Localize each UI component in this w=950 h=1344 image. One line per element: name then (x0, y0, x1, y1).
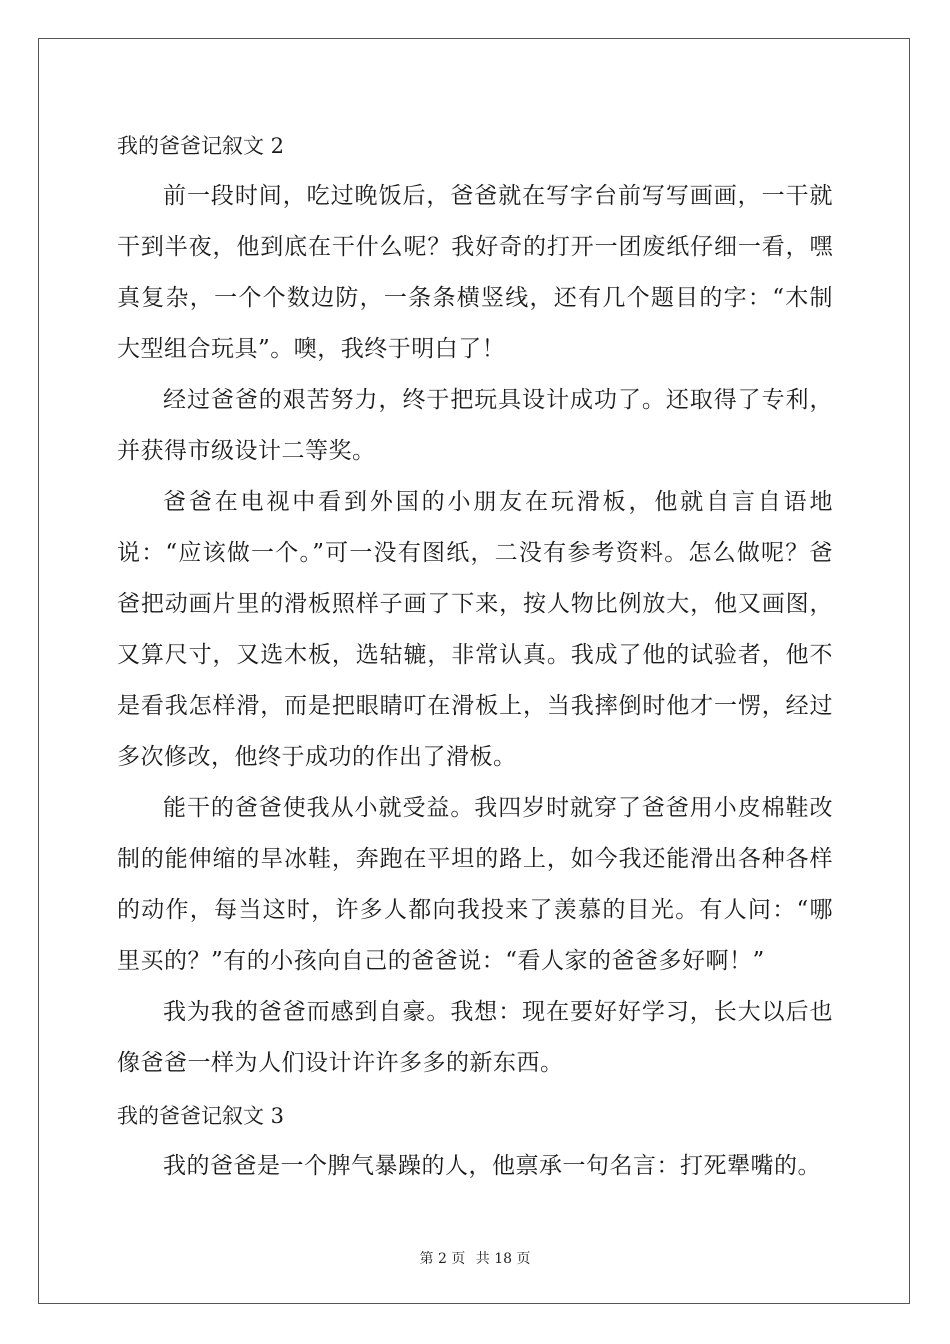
page-number: 第 2 页 (419, 1251, 466, 1267)
paragraph: 我的爸爸是一个脾气暴躁的人，他禀承一句名言：打死犟嘴的。 (163, 1153, 821, 1179)
paragraph: 前一段时间，吃过晚饭后，爸爸就在写字台前写写画画，一干就干到半夜，他到底在干什么呢？我好奇的打开一团废纸仔细一看，嘿真复杂，一个个数边防，一条条横竖线，还有几个题目的字：“木制大型组合玩具”。噢，我终于明白了！ (117, 183, 833, 362)
paragraph: 爸爸在电视中看到外国的小朋友在玩滑板，他就自言自语地说：“应该做一个。”可一没有图纸，二没有参考资料。怎么做呢？爸爸把动画片里的滑板照样子画了下来，按人物比例放大，他又画图，又算尺寸，又选木板，选轱辘，非常认真。我成了他的试验者，他不是看我怎样滑，而是把眼睛叮在滑板上，当我摔倒时他才一愣，经过多次修改，他终于成功的作出了滑板。 (117, 489, 833, 770)
page-footer (0, 1248, 950, 1268)
page-total: 共 18 页 (475, 1251, 531, 1267)
section-heading: 我的爸爸记叙文 2 (117, 134, 285, 158)
paragraph: 能干的爸爸使我从小就受益。我四岁时就穿了爸爸用小皮棉鞋改制的能伸缩的旱冰鞋，奔跑在平坦的路上，如今我还能滑出各种各样的动作，每当这时，许多人都向我投来了羡慕的目光。有人问：“哪里买的？”有的小孩向自己的爸爸说：“看人家的爸爸多好啊！” (117, 795, 833, 974)
document-body (117, 127, 833, 1192)
section-heading: 我的爸爸记叙文 3 (117, 1104, 285, 1128)
paragraph: 经过爸爸的艰苦努力，终于把玩具设计成功了。还取得了专利，并获得市级设计二等奖。 (117, 387, 833, 464)
paragraph: 我为我的爸爸而感到自豪。我想：现在要好好学习，长大以后也像爸爸一样为人们设计许许多多的新东西。 (117, 999, 833, 1076)
